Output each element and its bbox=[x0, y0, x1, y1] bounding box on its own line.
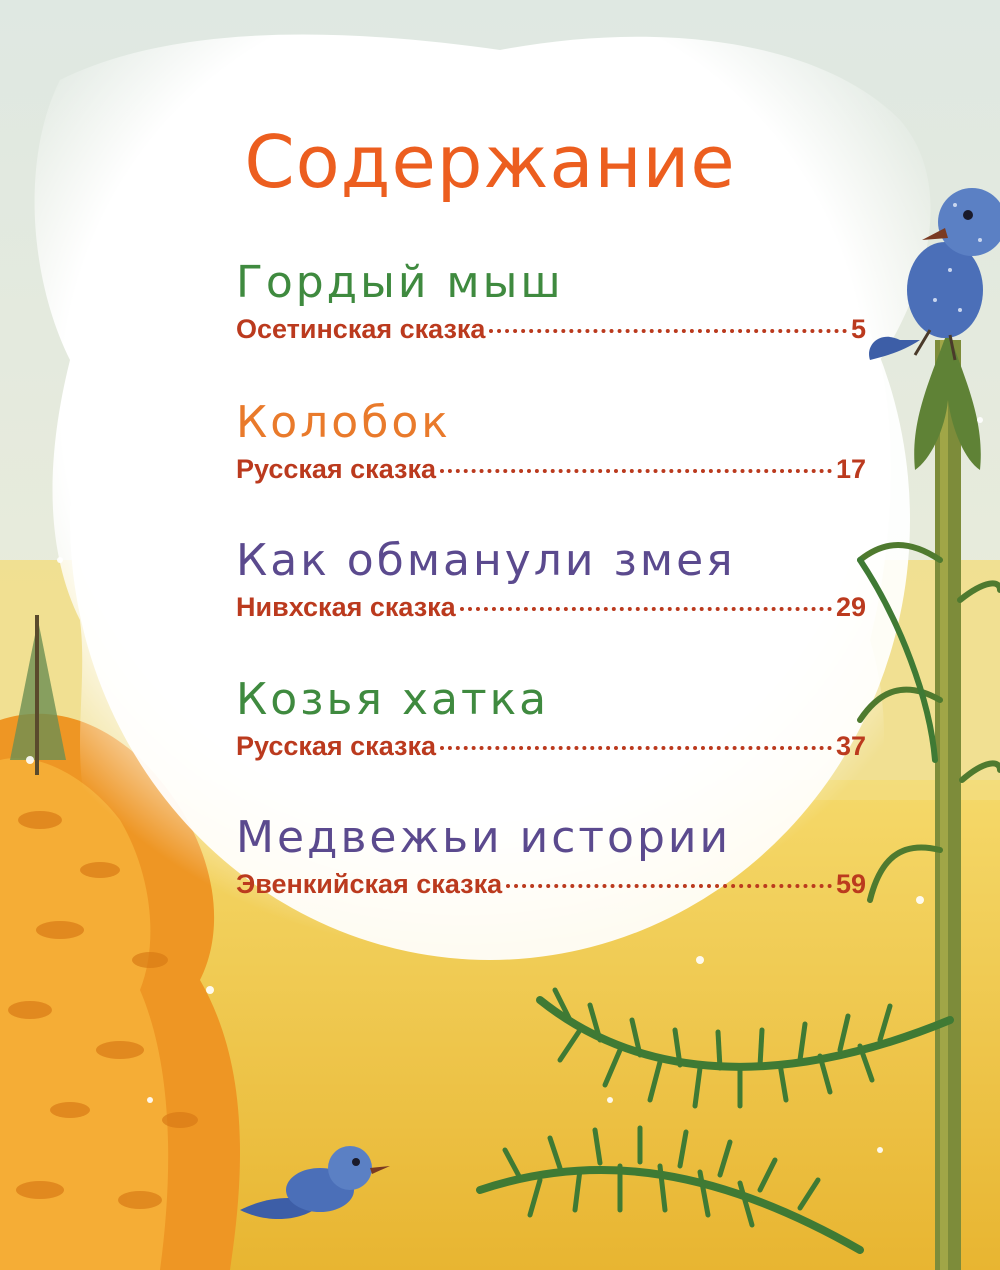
leader-dots bbox=[489, 329, 847, 333]
story-origin-line bbox=[236, 592, 866, 623]
story-origin: Русская сказка bbox=[236, 731, 436, 761]
story-title: Как обманули змея bbox=[236, 535, 736, 586]
page-title: Содержание bbox=[244, 120, 736, 204]
page-number: 5 bbox=[850, 314, 866, 344]
story-origin-line bbox=[236, 454, 866, 485]
story-title: Медвежьи истории bbox=[236, 812, 732, 863]
story-origin-line bbox=[236, 731, 866, 762]
page-number: 29 bbox=[835, 592, 866, 622]
toc-entry[interactable] bbox=[236, 813, 866, 900]
story-title: Колобок bbox=[236, 397, 451, 448]
page-number: 59 bbox=[835, 869, 866, 899]
toc-entry[interactable] bbox=[236, 675, 866, 762]
story-origin: Русская сказка bbox=[236, 454, 436, 484]
page-number: 37 bbox=[835, 731, 866, 761]
story-origin-line bbox=[236, 314, 866, 345]
story-origin: Осетинская сказка bbox=[236, 314, 486, 344]
page-number: 17 bbox=[835, 454, 866, 484]
toc-entry[interactable] bbox=[236, 398, 866, 485]
story-origin: Эвенкийская сказка bbox=[236, 869, 503, 899]
toc-entry[interactable] bbox=[236, 258, 866, 345]
leader-dots bbox=[440, 469, 832, 473]
toc-entry[interactable] bbox=[236, 536, 866, 623]
story-origin-line bbox=[236, 869, 866, 900]
story-origin: Нивхская сказка bbox=[236, 592, 456, 622]
leader-dots bbox=[440, 746, 832, 750]
story-title: Козья хатка bbox=[236, 674, 550, 725]
story-title: Гордый мыш bbox=[236, 257, 564, 308]
leader-dots bbox=[506, 884, 832, 888]
leader-dots bbox=[460, 607, 832, 611]
